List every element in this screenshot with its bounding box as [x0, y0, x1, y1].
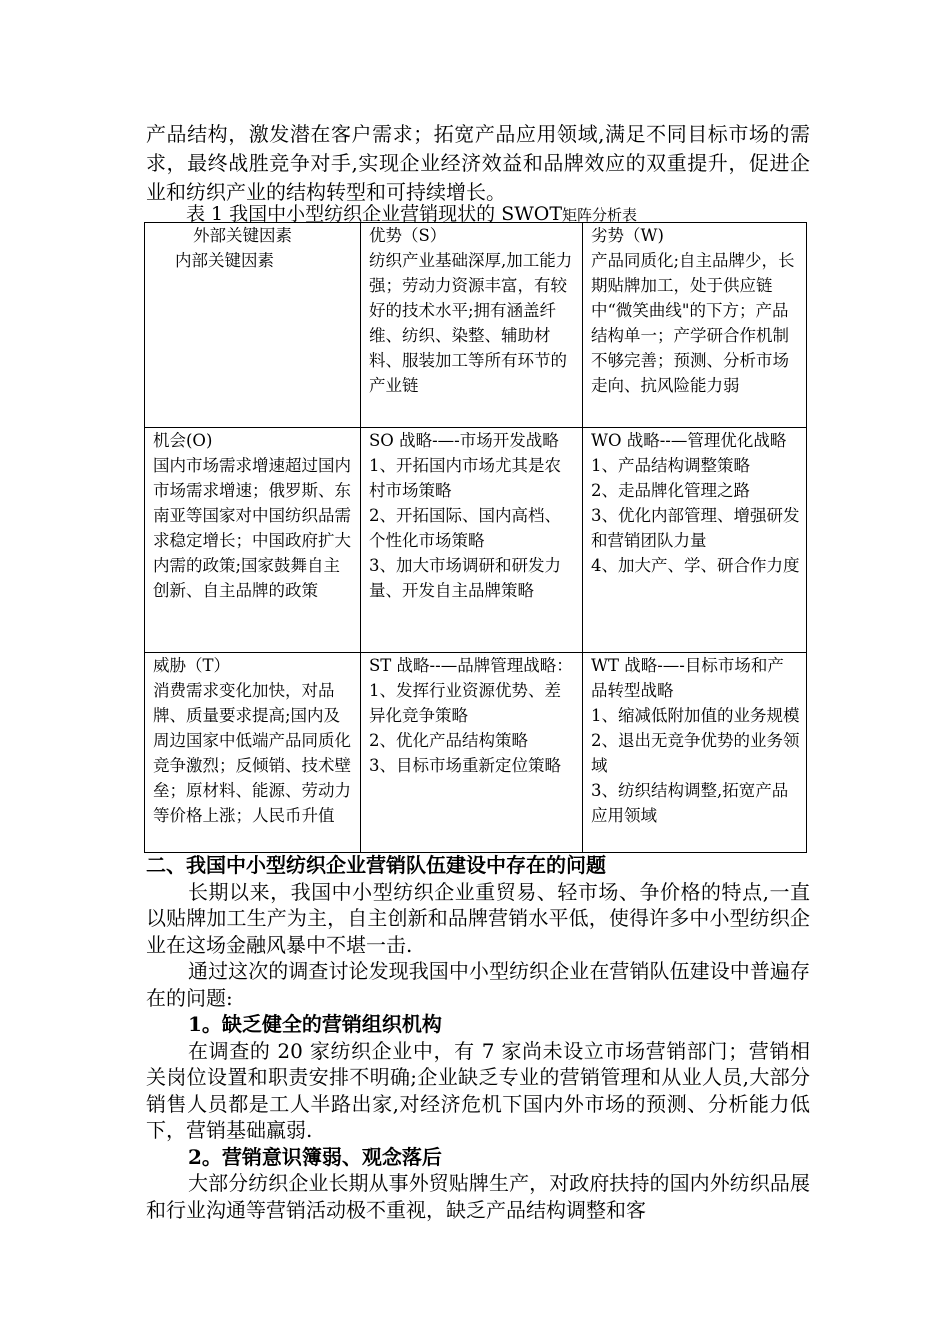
table-caption-small: 矩阵分析表 — [562, 206, 638, 224]
paragraph: 通过这次的调查讨论发现我国中小型纺织企业在营销队伍建设中普遍存在的问题: — [146, 959, 810, 1010]
weakness-title: 劣势（W) — [591, 226, 664, 245]
strength-text: 纺织产业基础深厚,加工能力强；劳动力资源丰富，有较好的技术水平;拥有涵盖纤维、纺织、染整、辅助材料、服装加工等所有环节的产业链 — [369, 251, 573, 395]
wt-item: 1、缩减低附加值的业务规模 — [591, 706, 800, 725]
wo-item: 4、加大产、学、研合作力度 — [591, 556, 800, 575]
st-strategy-cell — [361, 653, 583, 853]
weakness-cell — [583, 223, 807, 428]
threat-text: 消费需求变化加快，对品牌、质量要求提高;国内及周边国家中低端产品同质化竞争激烈；反倾销、技术壁垒；原材料、能源、劳动力等价格上涨；人民币升值 — [153, 681, 351, 825]
wo-item: 1、产品结构调整策略 — [591, 456, 750, 475]
weakness-text: 产品同质化;自主品牌少，长期贴牌加工，处于供应链中“微笑曲线"的下方；产品结构单一；产学研合作机制不够完善；预测、分析市场走向、抗风险能力弱 — [591, 251, 795, 395]
threat-row — [145, 653, 807, 853]
paragraph: 长期以来，我国中小型纺织企业重贸易、轻市场、争价格的特点,一直以贴牌加工生产为主，自主创新和品牌营销水平低，使得许多中小型纺织企业在这场金融风暴中不堪一击. — [146, 879, 810, 957]
wt-item: 2、退出无竞争优势的业务领域 — [591, 731, 800, 775]
section-2 — [146, 852, 810, 1223]
table-caption-main: 表 1 我国中小型纺织企业营销现状的 SWOT — [186, 203, 563, 225]
strength-title: 优势（S） — [369, 226, 447, 245]
so-item: 3、加大市场调研和研发力量、开发自主品牌策略 — [369, 556, 561, 600]
corner-label-internal: 内部关键因素 — [175, 251, 274, 270]
intro-paragraph: 产品结构，激发潜在客户需求；拓宽产品应用领域,满足不同目标市场的需求，最终战胜竞争对手,实现企业经济效益和品牌效应的双重提升，促进企业和纺织产业的结构转型和可持续增长。 — [146, 122, 810, 204]
st-item: 2、优化产品结构策略 — [369, 731, 528, 750]
so-item: 2、开拓国际、国内高档、个性化市场策略 — [369, 506, 561, 550]
strength-cell — [361, 223, 583, 428]
st-item: 1、发挥行业资源优势、差异化竞争策略 — [369, 681, 561, 725]
wt-strategy-cell — [583, 653, 807, 853]
section-2-heading: 二、我国中小型纺织企业营销队伍建设中存在的问题 — [146, 853, 606, 877]
corner-label-external: 外部关键因素 — [193, 226, 292, 245]
st-title: ST 战略--—品牌管理战略： — [369, 656, 573, 675]
swot-header-row — [145, 223, 807, 428]
wo-item: 2、走品牌化管理之路 — [591, 481, 750, 500]
opportunity-cell — [145, 428, 361, 653]
paragraph: 在调查的 20 家纺织企业中，有 7 家尚未设立市场营销部门；营销相关岗位设置和职责安排不明确;企业缺乏专业的营销管理和从业人员,大部分销售人员都是工人半路出家,对经济危机下国内外市场的预测、分析能力低下，营销基础羸弱. — [146, 1038, 810, 1142]
wo-strategy-cell — [583, 428, 807, 653]
corner-cell — [145, 223, 361, 428]
wo-item: 3、优化内部管理、增强研发和营销团队力量 — [591, 506, 800, 550]
wt-title: WT 战略-—-目标市场和产品转型战略 — [591, 656, 784, 700]
so-strategy-cell — [361, 428, 583, 653]
wo-title: WO 战略--—管理优化战略 — [591, 431, 787, 450]
threat-cell — [145, 653, 361, 853]
subheading-1: 1。缺乏健全的营销组织机构 — [188, 1012, 442, 1036]
paragraph: 大部分纺织企业长期从事外贸贴牌生产，对政府扶持的国内外纺织品展和行业沟通等营销活动极不重视，缺乏产品结构调整和客 — [146, 1171, 810, 1222]
swot-table — [144, 222, 807, 853]
opportunity-row — [145, 428, 807, 653]
opportunity-text: 国内市场需求增速超过国内市场需求增速；俄罗斯、东南亚等国家对中国纺织品需求稳定增长；中国政府扩大内需的政策;国家鼓舞自主创新、自主品牌的政策 — [153, 456, 351, 600]
subheading-2: 2。营销意识簿弱、观念落后 — [188, 1144, 442, 1169]
opportunity-title: 机会(O) — [153, 431, 213, 450]
st-item: 3、目标市场重新定位策略 — [369, 756, 561, 775]
so-item: 1、开拓国内市场尤其是农村市场策略 — [369, 456, 561, 500]
threat-title: 威胁（T） — [153, 656, 231, 675]
so-title: SO 战略-—-市场开发战略 — [369, 431, 559, 450]
wt-item: 3、纺织结构调整,拓宽产品应用领域 — [591, 781, 789, 825]
